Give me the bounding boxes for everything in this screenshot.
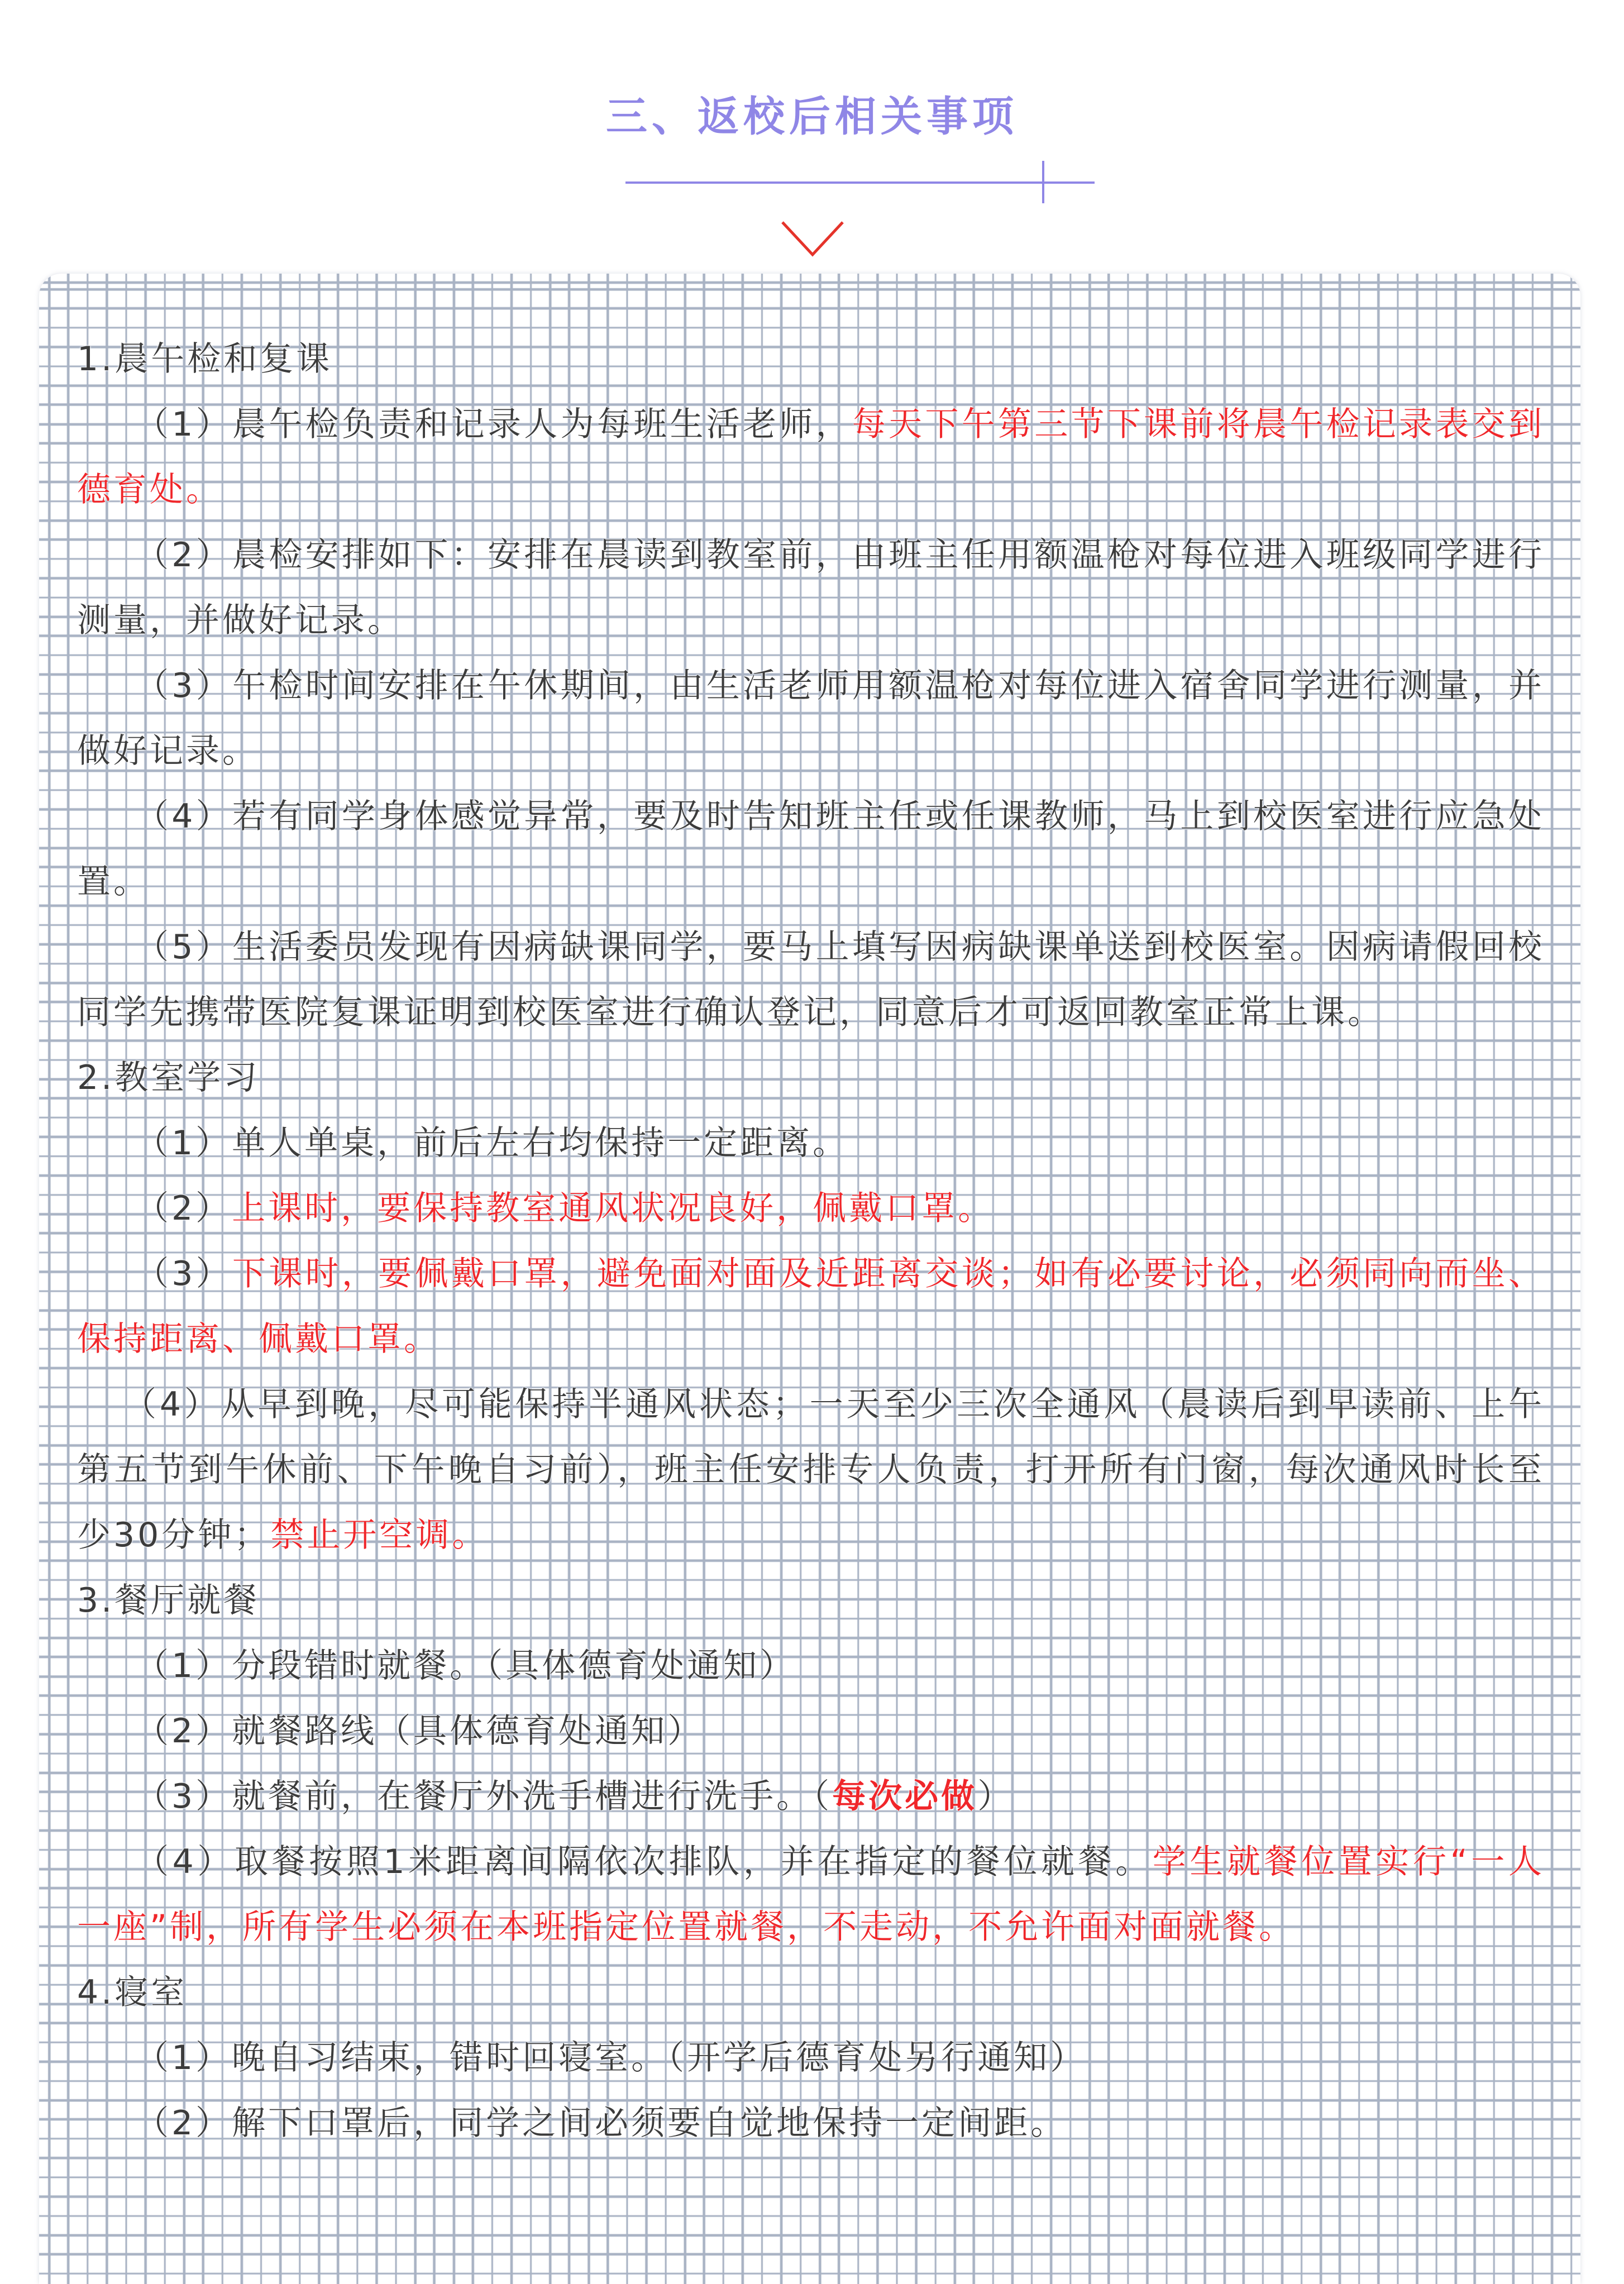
text-run: （3）就餐前，在餐厅外洗手槽进行洗手。（ [135, 1777, 833, 1816]
paragraph: （2）解下口罩后，同学之间必须要自觉地保持一定间距。 [135, 2104, 1067, 2143]
highlight-text: 每天下午第三节下课前将晨午检记录表交到德育处。 [77, 405, 1545, 509]
paragraph: （2）晨检安排如下：安排在晨读到教室前，由班主任用额温枪对每位进入班级同学进行测量，并做好记录。 [77, 536, 1545, 640]
paragraph [77, 1829, 1545, 1960]
paragraph [77, 1764, 1545, 1829]
text-run: （4）取餐按照1米距离间隔依次排队，并在指定的餐位就餐。 [135, 1842, 1153, 1881]
paragraph: （1）单人单桌，前后左右均保持一定距离。 [135, 1124, 849, 1163]
paragraph [77, 1372, 1545, 1568]
paragraph: （3）午检时间安排在午休期间，由生活老师用额温枪对每位进入宿舍同学进行测量，并做好记录。 [77, 666, 1545, 771]
title-divider-line [625, 181, 1095, 184]
paragraph: （4）若有同学身体感觉异常，要及时告知班主任或任课教师，马上到校医室进行应急处置。 [77, 797, 1545, 901]
heading-dormitory: 4.寝室 [77, 1973, 188, 2012]
text-run: （1）晨午检负责和记录人为每班生活老师， [135, 405, 852, 444]
paragraph: （5）生活委员发现有因病缺课同学，要马上填写因病缺课单送到校医室。因病请假回校同学先携带医院复课证明到校医室进行确认登记，同意后才可返回教室正常上课。 [77, 928, 1545, 1032]
highlight-text: 每次必做 [832, 1777, 978, 1816]
highlight-text: 学生就餐位置实行“一人一座”制，所有学生必须在本班指定位置就餐，不走动，不允许面对面就餐。 [77, 1842, 1545, 1947]
text-run: （3） [135, 1254, 233, 1293]
paragraph: （1）分段错时就餐。（具体德育处通知） [135, 1646, 796, 1685]
highlight-text: 上课时，要保持教室通风状况良好，佩戴口罩。 [232, 1189, 995, 1228]
paragraph: （1）晚自习结束，错时回寝室。（开学后德育处另行通知） [135, 2038, 1087, 2077]
text-run: （2） [135, 1189, 232, 1228]
article-body [77, 327, 1545, 2156]
chevron-down-icon [779, 218, 846, 262]
text-run: ） [977, 1777, 1014, 1816]
heading-dining: 3.餐厅就餐 [77, 1581, 260, 1620]
highlight-text: 禁止开空调。 [270, 1516, 489, 1555]
paragraph [77, 1241, 1545, 1372]
highlight-text: 下课时，要佩戴口罩，避免面对面及近距离交谈；如有必要讨论，必须同向而坐、保持距离、佩戴口罩。 [77, 1254, 1545, 1359]
paragraph [77, 1176, 1545, 1241]
paragraph [77, 392, 1545, 523]
heading-morning-check: 1.晨午检和复课 [77, 340, 333, 379]
heading-classroom: 2.教室学习 [77, 1058, 260, 1097]
section-header [0, 0, 1624, 268]
text-run: （4）从早到晚，尽可能保持半通风状态；一天至少三次全通风（晨读后到早读前、上午第五节到午休前、下午晚自习前），班主任安排专人负责，打开所有门窗，每次通风时长至少30分钟； [77, 1385, 1545, 1555]
paragraph: （2）就餐路线（具体德育处通知） [135, 1712, 704, 1751]
section-title: 三、返校后相关事项 [606, 93, 1018, 141]
title-divider-tick [1042, 161, 1044, 203]
